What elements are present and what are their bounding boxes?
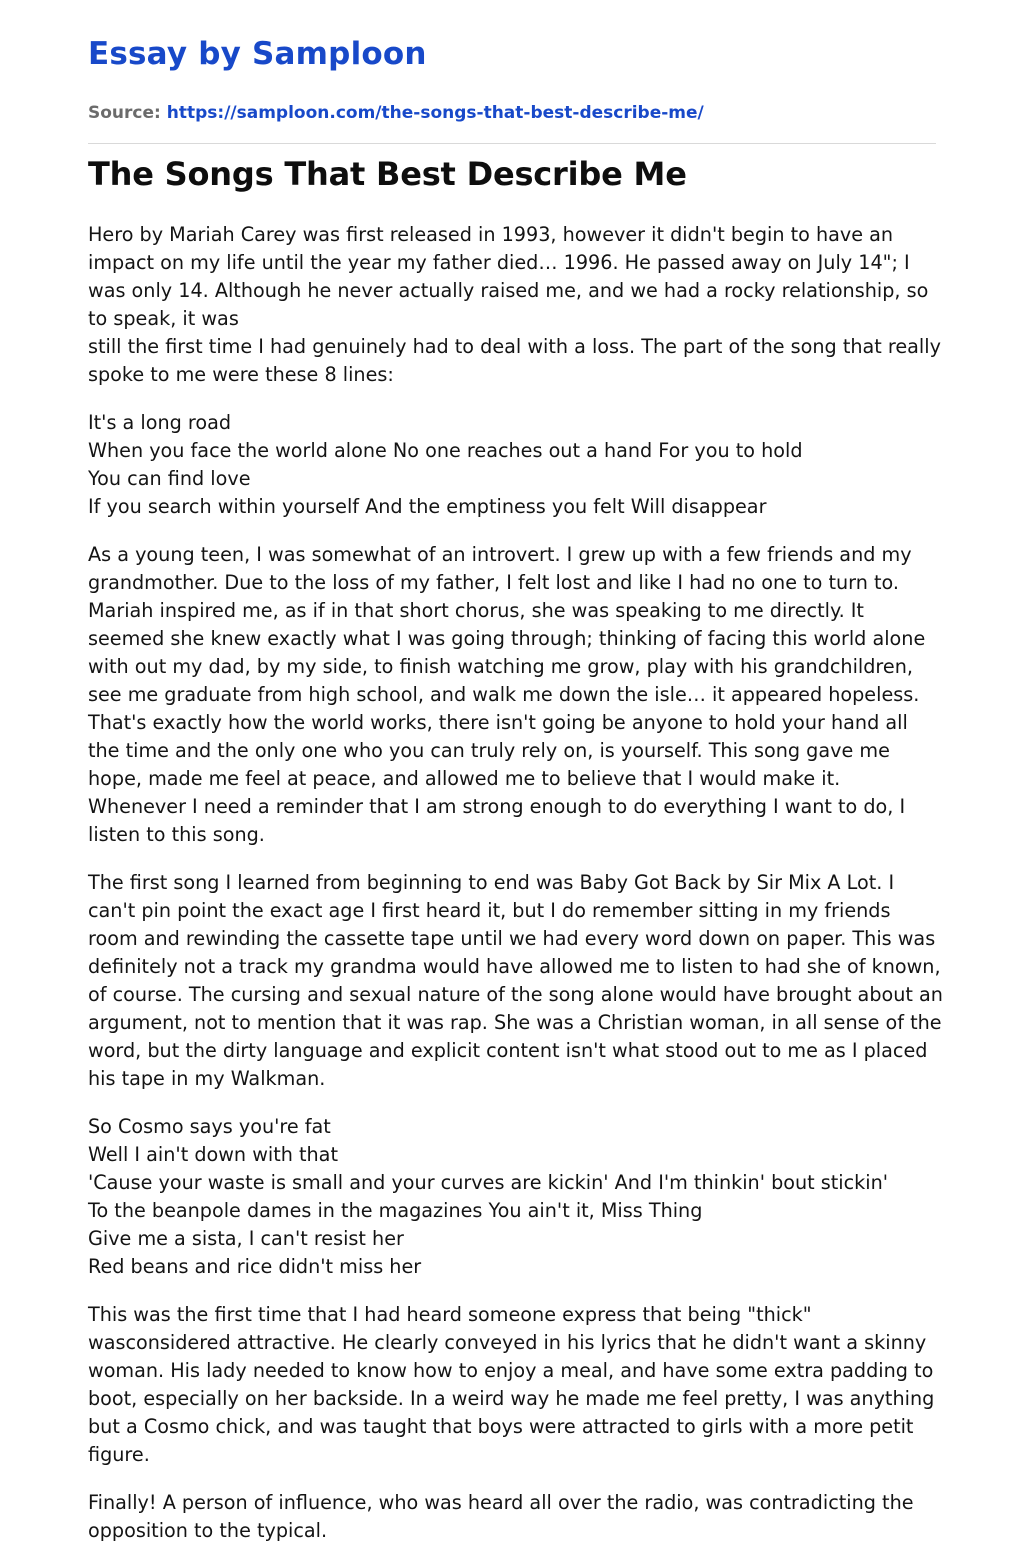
lyric-line: Red beans and rice didn't miss her xyxy=(88,1255,422,1278)
paragraph-5: Finally! A person of influence, who was heard all over the radio, was contradicting the opposition to the typical. xyxy=(88,1491,914,1542)
source-link[interactable]: https://samploon.com/the-songs-that-best-describe-me/ xyxy=(166,103,704,123)
lyrics-hero xyxy=(88,409,944,521)
essay-body xyxy=(88,221,944,1565)
paragraph-2: As a young teen, I was somewhat of an introvert. I grew up with a few friends and my grandmother. Due to the loss of my father, I felt lost and like I had no one to turn to. Mariah inspired me, as if in that short chorus, she was speaking to me directly. It seemed she knew exactly what I was going through; thinking of facing this world alone with out my dad, by my side, to finish watching me grow, play with his grandchildren, see me graduate from high school, and walk me down the isle… it appeared hopeless. That's exactly how the world works, there isn't going be anyone to hold your hand all the time and the only one who you can truly rely on, is yourself. This song gave me hope, made me feel at peace, and allowed me to believe that I would make it. Whenever I need a reminder that I am strong enough to do everything I want to do, I listen to this song. xyxy=(88,543,926,846)
source-line xyxy=(88,103,704,123)
lyrics-baby-got-back xyxy=(88,1113,944,1281)
site-brand[interactable]: Essay by Samploon xyxy=(88,36,427,72)
page-title: The Songs That Best Describe Me xyxy=(88,155,687,193)
paragraph-1-part-a: Hero by Mariah Carey was first released in 1993, however it didn't begin to have an impact on my life until the year my father died… 1996. He passed away on July 14"; I was only 14. Although he never actually raised me, and we had a rocky relationship, so to speak, it was xyxy=(88,223,929,330)
source-label: Source: xyxy=(88,103,161,123)
paragraph-3: The first song I learned from beginning to end was Baby Got Back by Sir Mix A Lot. I can't pin point the exact age I first heard it, but I do remember sitting in my friends room and rewinding the cassette tape until we had every word down on paper. This was definitely not a track my grandma would have allowed me to listen to had she of known, of course. The cursing and sexual nature of the song alone would have brought about an argument, not to mention that it was rap. She was a Christian woman, in all sense of the word, but the dirty language and explicit content isn't what stood out to me as I placed his tape in my Walkman. xyxy=(88,871,943,1090)
lyric-line: You can find love xyxy=(88,467,251,490)
lyric-line: So Cosmo says you're fat xyxy=(88,1115,331,1138)
paragraph-4: This was the first time that I had heard someone express that being "thick" wasconsidered attractive. He clearly conveyed in his lyrics that he didn't want a skinny woman. His lady needed to know how to enjoy a meal, and have some extra padding to boot, especially on her backside. In a weird way he made me feel pretty, I was anything but a Cosmo chick, and was taught that boys were attracted to girls with a more petit figure. xyxy=(88,1303,935,1466)
paragraph-1-part-b: still the first time I had genuinely had to deal with a loss. The part of the song that really spoke to me were these 8 lines: xyxy=(88,335,941,386)
header-divider xyxy=(88,143,936,144)
lyric-line: Well I ain't down with that xyxy=(88,1143,338,1166)
lyric-line: Give me a sista, I can't resist her xyxy=(88,1227,404,1250)
lyric-line: It's a long road xyxy=(88,411,232,434)
lyric-line: When you face the world alone No one reaches out a hand For you to hold xyxy=(88,439,803,462)
paragraph-1 xyxy=(88,221,944,389)
lyric-line: 'Cause your waste is small and your curves are kickin' And I'm thinkin' bout stickin' xyxy=(88,1171,889,1194)
lyric-line: To the beanpole dames in the magazines You ain't it, Miss Thing xyxy=(88,1199,703,1222)
lyric-line: If you search within yourself And the emptiness you felt Will disappear xyxy=(88,495,767,518)
